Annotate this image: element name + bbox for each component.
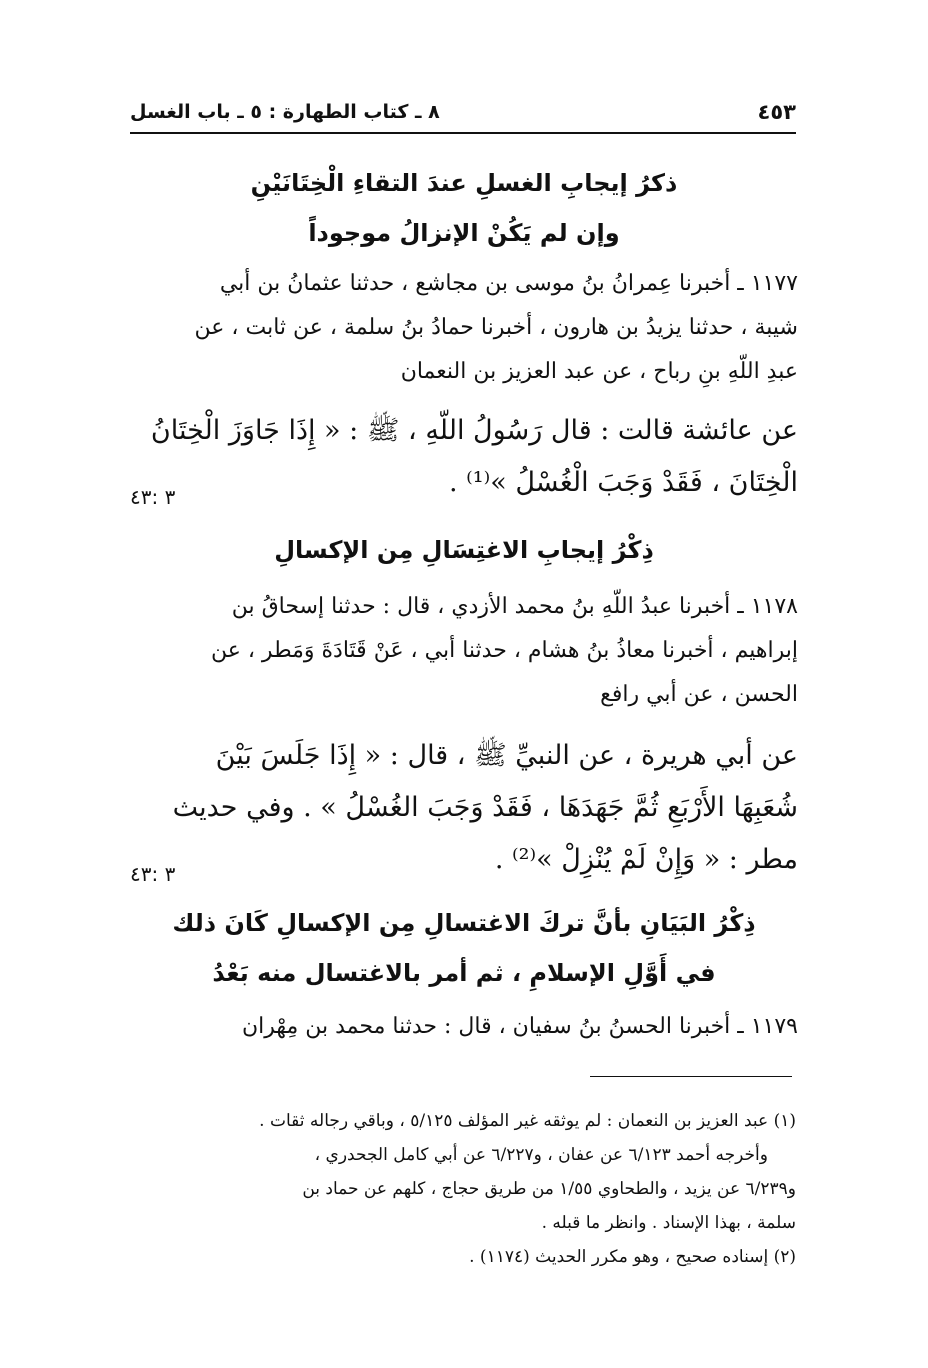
matn-line: عن أبي هريرة ، عن النبيِّ ﷺ ، قال : « إِذَا جَلَسَ بَيْنَ	[215, 740, 798, 771]
matn-text: الْخِتَانَ ، فَقَدْ وَجَبَ الْغُسْلُ »⁽¹⁾ .	[448, 467, 798, 498]
footnotes	[128, 1104, 796, 1274]
footnote-2: (٢) إسناده صحيح ، وهو مكرر الحديث (١١٧٤) .	[469, 1247, 796, 1267]
hadith-1177-isnad	[130, 262, 798, 394]
footnote-1-cont: سلمة ، بهذا الإسناد . وانظر ما قبله .	[541, 1213, 796, 1233]
isnad-line: إبراهيم ، أخبرنا معاذُ بنُ هشام ، حدثنا أبي ، عَنْ قَتَادَةَ وَمَطر ، عن	[210, 638, 798, 663]
cross-reference: ٣ :٤٣	[130, 862, 176, 886]
matn-line	[130, 457, 798, 509]
page-number: ٤٥٣	[757, 100, 796, 124]
heading-line: وإن لم يَكُنْ الإنزالُ موجوداً	[308, 219, 620, 247]
isnad-line: الحسن ، عن أبي رافع	[600, 682, 798, 707]
isnad-line: ١١٧٧ ـ أخبرنا عِمرانُ بنُ موسى بن مجاشع ، حدثنا عثمانُ بن أبي	[219, 271, 798, 296]
heading-line: في أَوَّلِ الإسلامِ ، ثم أمر بالاغتسال منه بَعْدُ	[212, 959, 716, 987]
footnote-1-cont: و٦/٢٣٩ عن يزيد ، والطحاوي ١/٥٥ من طريق حجاج ، كلهم عن حماد بن	[302, 1179, 796, 1199]
heading-line: ذكرُ إيجابِ الغسلِ عندَ التقاءِ الْخِتَانَيْنِ	[250, 169, 678, 197]
heading-line: ذِكْرُ إيجابِ الاغتِسَالِ مِن الإكسالِ	[274, 536, 654, 564]
matn-line	[130, 834, 798, 886]
matn-line: شُعَبِهَا الأَرْبَعِ ثُمَّ جَهَدَهَا ، فَقَدْ وَجَبَ الغُسْلُ » . وفي حديث	[172, 792, 798, 823]
page-header	[130, 92, 796, 134]
isnad-line: عبدِ اللّهِ بنِ رباح ، عن عبد العزيز بن النعمان	[400, 359, 798, 384]
isnad-line: ١١٧٨ ـ أخبرنا عبدُ اللّهِ بنُ محمد الأزدي ، قال : حدثنا إسحاقُ بن	[231, 594, 798, 619]
footnote-1-cont: وأخرجه أحمد ٦/١٢٣ عن عفان ، و٦/٢٢٧ عن أبي كامل الجحدري ،	[314, 1145, 768, 1165]
section-heading-3	[130, 898, 798, 998]
isnad-line: شيبة ، حدثنا يزيدُ بن هارون ، أخبرنا حمادُ بنُ سلمة ، عن ثابت ، عن	[194, 315, 798, 340]
cross-reference: ٣ :٤٣	[130, 485, 176, 509]
hadith-1178-isnad	[130, 585, 798, 717]
section-heading-2	[130, 525, 798, 575]
hadith-1179-isnad	[130, 1005, 798, 1049]
hadith-1178-matn	[130, 730, 798, 886]
running-title: ٨ ـ كتاب الطهارة : ٥ ـ باب الغسل	[130, 101, 440, 123]
section-heading-1	[130, 158, 798, 258]
matn-text: مطر : « وَإِنْ لَمْ يُنْزِلْ »⁽²⁾ .	[494, 844, 798, 875]
footnote-1: (١) عبد العزيز بن النعمان : لم يوثقه غير المؤلف ٥/١٢٥ ، وباقي رجاله ثقات .	[259, 1111, 796, 1131]
hadith-1177-matn	[130, 405, 798, 509]
matn-line: عن عائشة قالت : قال رَسُولُ اللّهِ ، ﷺ : « إِذَا جَاوَزَ الْخِتَانُ	[150, 415, 798, 446]
isnad-line: ١١٧٩ ـ أخبرنا الحسنُ بنُ سفيان ، قال : حدثنا محمد بن مِهْران	[241, 1014, 798, 1039]
heading-line: ذِكْرُ البَيَانِ بأنَّ تركَ الاغتسالِ مِن الإكسالِ كَانَ ذلك	[172, 909, 756, 937]
footnote-rule	[590, 1076, 792, 1077]
